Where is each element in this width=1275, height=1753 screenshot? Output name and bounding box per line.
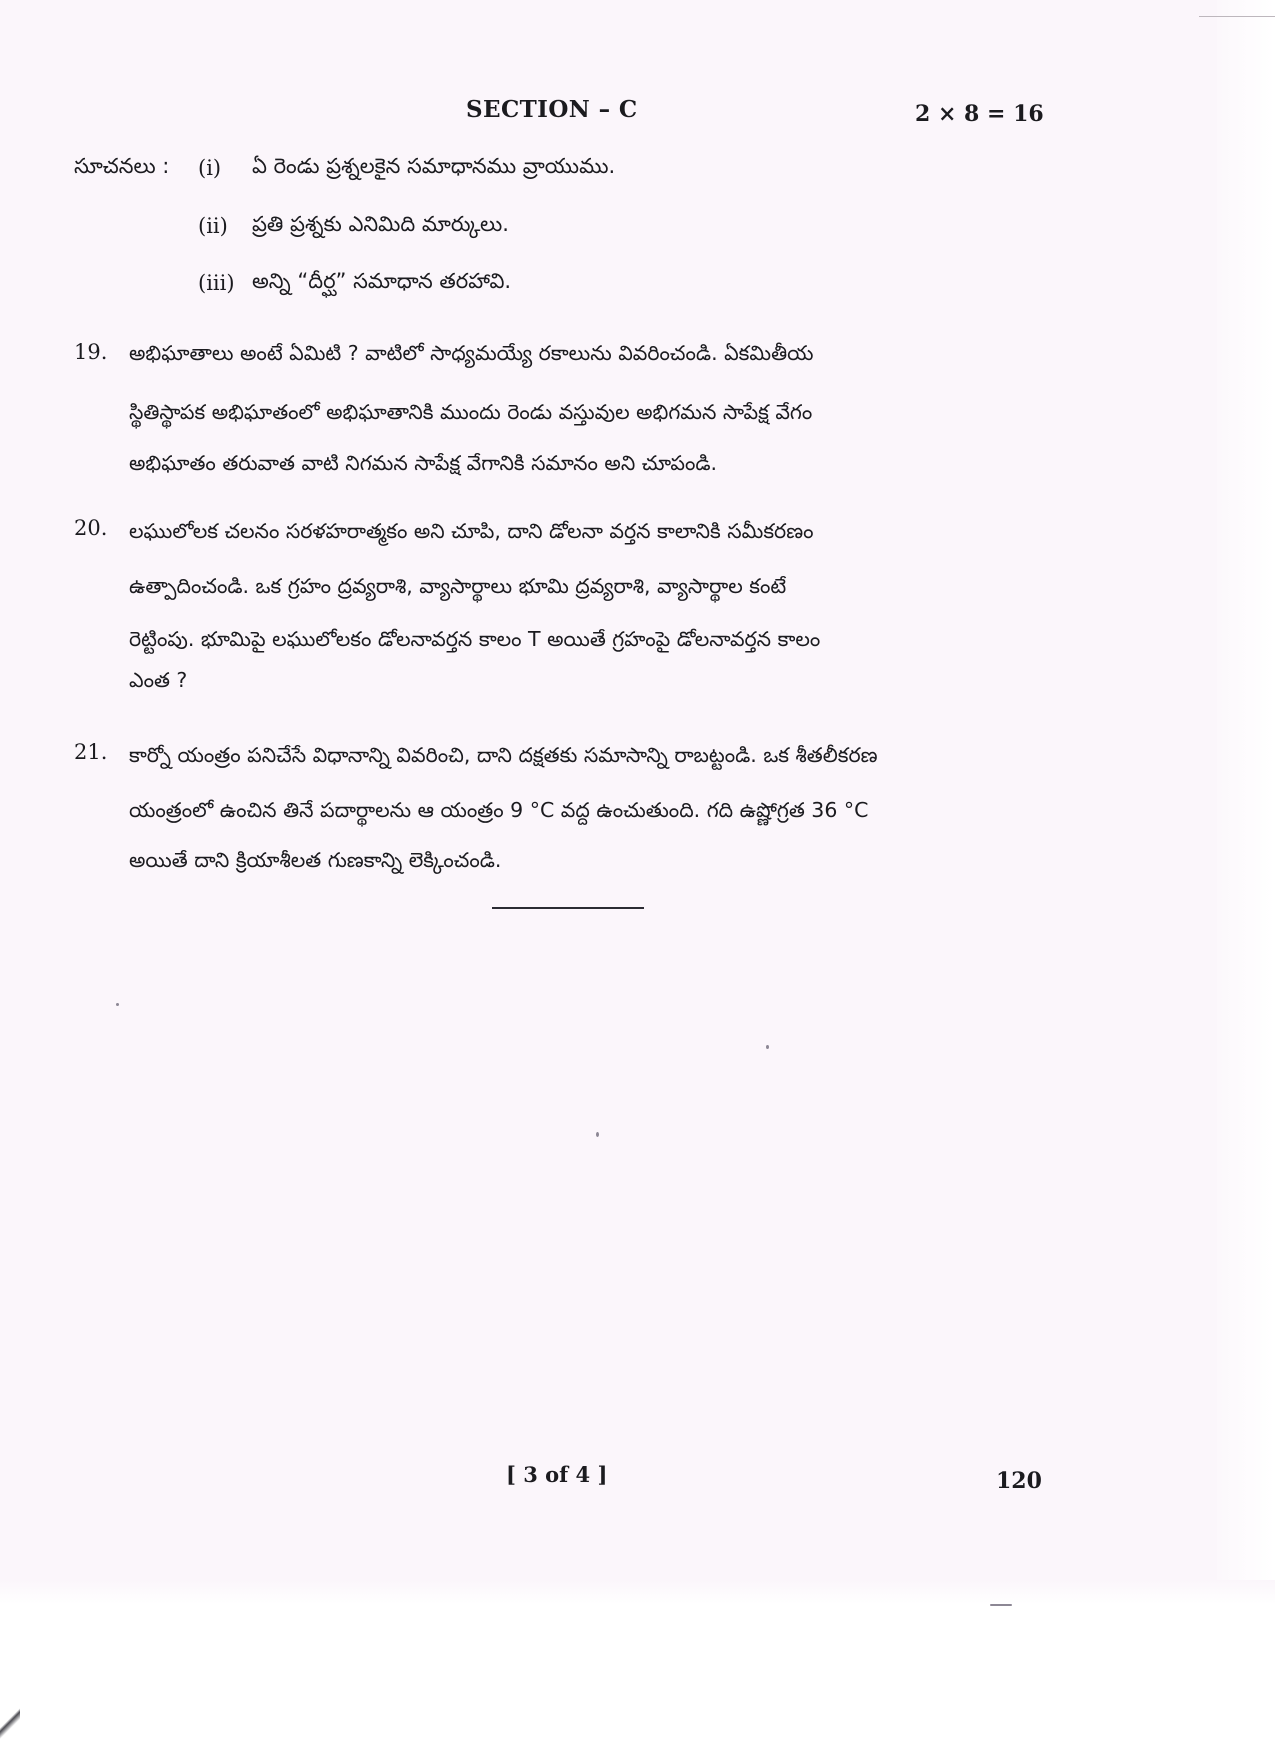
question-text-line: కార్నో యంత్రం పనిచేసే విధానాన్ని వివరించి, దాని దక్షతకు సమాసాన్ని రాబట్టండి. ఒక శీతలీకరణ <box>129 743 878 767</box>
question-text-line: ఉత్పాదించండి. ఒక గ్రహం ద్రవ్యరాశి, వ్యాసార్థాలు భూమి ద్రవ్యరాశి, వ్యాసార్థాల కంటే <box>129 574 787 598</box>
instruction-number: (ii) <box>198 214 228 238</box>
scan-right-margin <box>1217 0 1275 1753</box>
section-marks: 2 × 8 = 16 <box>915 101 1044 127</box>
scan-edge-line <box>1199 16 1275 17</box>
instruction-text: అన్ని “దీర్ఘ” సమాధాన తరహావి. <box>252 269 512 293</box>
instruction-number: (i) <box>198 156 222 180</box>
question-text-line: అయితే దాని క్రియాశీలత గుణకాన్ని లెక్కించండి. <box>129 848 502 872</box>
question-text-line: రెట్టింపు. భూమిపై లఘులోలకం డోలనావర్తన కాలం T అయితే గ్రహంపై డోలనావర్తన కాలం <box>129 627 821 651</box>
paper-code: 120 <box>996 1468 1042 1494</box>
scan-speck <box>596 1132 599 1137</box>
question-text-line: లఘులోలక చలనం సరళహరాత్మకం అని చూపి, దాని డోలనా వర్తన కాలానికి సమీకరణం <box>129 519 814 543</box>
instruction-number: (iii) <box>198 271 235 295</box>
question-number: 21. <box>74 740 108 764</box>
question-text-line: స్థితిస్థాపక అభిఘాతంలో అభిఘాతానికి ముందు రెండు వస్తువుల అభిగమన సాపేక్ష వేగం <box>129 400 813 424</box>
scan-bottom-margin <box>0 1580 1275 1753</box>
question-number: 19. <box>74 340 108 364</box>
instructions-label: సూచనలు : <box>74 154 170 178</box>
question-text-line: అభిఘాతాలు అంటే ఏమిటి ? వాటిలో సాధ్యమయ్యే రకాలును వివరించండి. ఏకమితీయ <box>129 341 814 365</box>
end-of-section-rule <box>492 907 644 909</box>
question-text-line: యంత్రంలో ఉంచిన తినే పదార్థాలను ఆ యంత్రం 9 °C వద్ద ఉంచుతుంది. గది ఉష్ణోగ్రత 36 °C <box>129 798 869 822</box>
instruction-text: ఏ రెండు ప్రశ్నలకైన సమాధానము వ్రాయుము. <box>252 154 616 178</box>
question-number: 20. <box>74 516 108 540</box>
scan-speck <box>990 1604 1012 1606</box>
section-title: SECTION – C <box>466 96 638 123</box>
question-text-line: ఎంత ? <box>129 668 188 692</box>
scan-speck <box>116 1003 119 1006</box>
page-corner-mark <box>0 1698 20 1753</box>
question-text-line: అభిఘాతం తరువాత వాటి నిగమన సాపేక్ష వేగానికి సమానం అని చూపండి. <box>129 451 718 475</box>
instruction-text: ప్రతి ప్రశ్నకు ఎనిమిది మార్కులు. <box>252 212 509 236</box>
page-number: [ 3 of 4 ] <box>506 1462 608 1487</box>
scan-speck <box>766 1045 769 1049</box>
